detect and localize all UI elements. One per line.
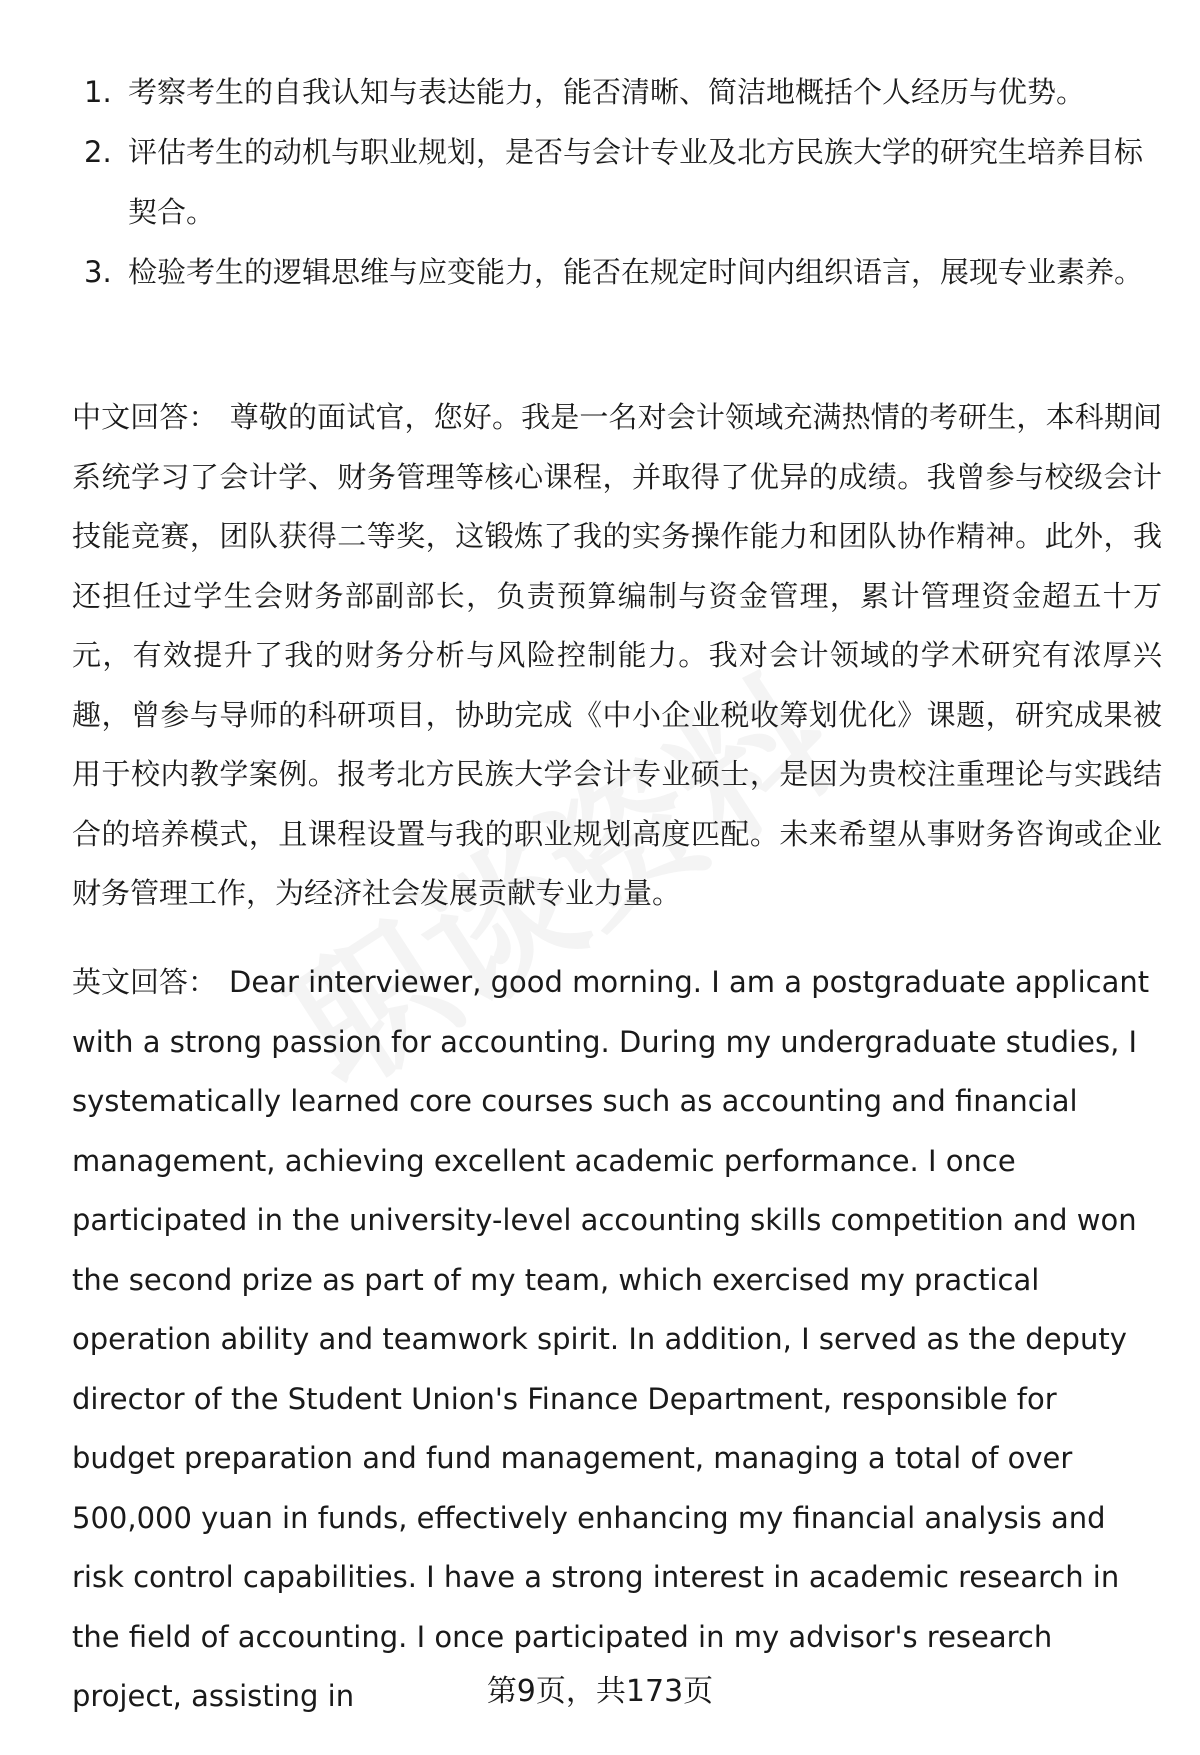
chinese-answer-paragraph [72, 388, 1162, 924]
list-item-number: 2. [84, 135, 112, 169]
list-item [72, 62, 1152, 122]
list-item [72, 122, 1152, 242]
english-answer-paragraph [72, 953, 1162, 1727]
list-item-number: 3. [84, 255, 112, 289]
criteria-list [72, 62, 1152, 302]
list-item [72, 242, 1152, 302]
page-number-footer: 第9页，共173页 [486, 1674, 714, 1709]
english-answer-text: Dear interviewer, good morning. I am a postgraduate applicant with a strong passion for accounting. During my undergraduate studies, I systematically learned core courses such as accounting and financial management, achieving excellent academic performance. I once participated in the university-level accounting skills competition and won the second prize as part of my team, which exercised my practical operation ability and teamwork spirit. In addition, I served as the deputy director of the Student Union's Finance Department, responsible for budget preparation and fund management, managing a total of over 500,000 yuan in funds, effectively enhancing my financial analysis and risk control capabilities. I have a strong interest in academic research in the field of accounting. I once participated in my advisor's research project, assisting in [72, 965, 1150, 1713]
english-answer-label: 英文回答： [72, 965, 218, 999]
list-item-text: 检验考生的逻辑思维与应变能力，能否在规定时间内组织语言，展现专业素养。 [128, 255, 1144, 289]
list-item-number: 1. [84, 75, 112, 109]
list-item-text: 考察考生的自我认知与表达能力，能否清晰、简洁地概括个人经历与优势。 [128, 75, 1086, 109]
chinese-answer-text: 尊敬的面试官，您好。我是一名对会计领域充满热情的考研生，本科期间系统学习了会计学、财务管理等核心课程，并取得了优异的成绩。我曾参与校级会计技能竞赛，团队获得二等奖，这锻炼了我的实务操作能力和团队协作精神。此外，我还担任过学生会财务部副部长，负责预算编制与资金管理，累计管理资金超五十万元，有效提升了我的财务分析与风险控制能力。我对会计领域的学术研究有浓厚兴趣，曾参与导师的科研项目，协助完成《中小企业税收筹划优化》课题，研究成果被用于校内教学案例。报考北方民族大学会计专业硕士，是因为贵校注重理论与实践结合的培养模式，且课程设置与我的职业规划高度匹配。未来希望从事财务咨询或企业财务管理工作，为经济社会发展贡献专业力量。 [72, 400, 1162, 910]
list-item-text: 评估考生的动机与职业规划，是否与会计专业及北方民族大学的研究生培养目标契合。 [128, 135, 1144, 229]
chinese-answer-label: 中文回答： [72, 400, 218, 434]
